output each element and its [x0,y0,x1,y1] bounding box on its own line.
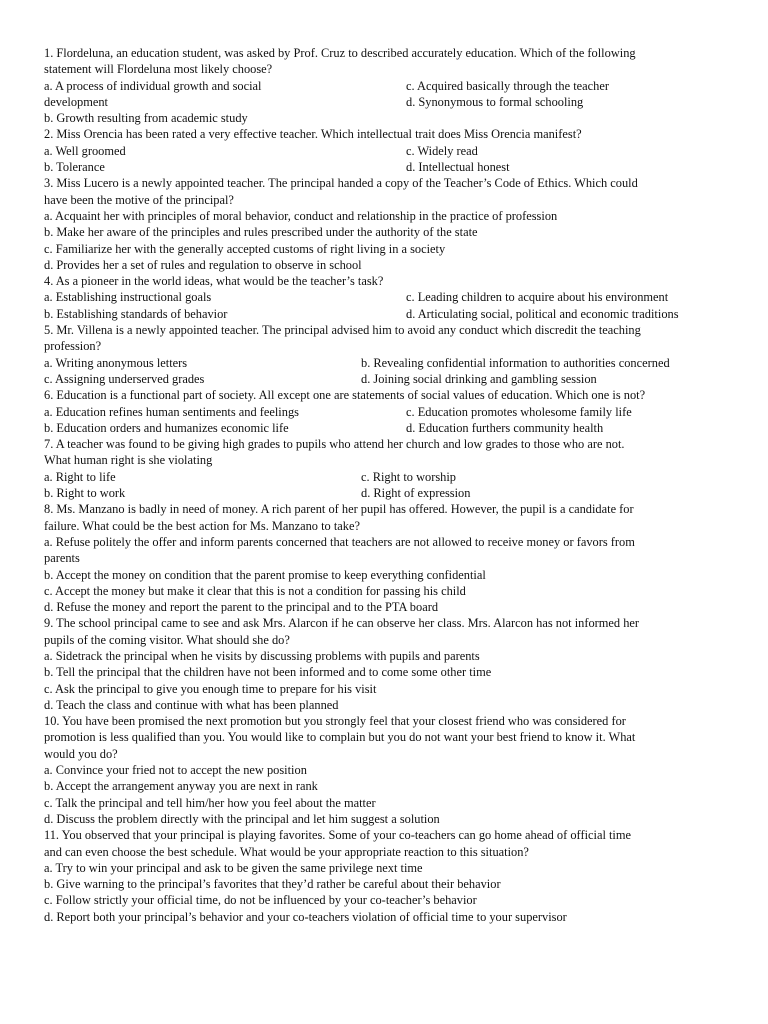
answer-choice: b. Revealing confidential information to authorities concerned [361,355,670,370]
question-text: profession? [44,339,102,354]
question-text: 5. Mr. Villena is a newly appointed teacher. The principal advised him to avoid any conduct which discredit the teaching [44,323,641,338]
question-3 [44,175,724,273]
answer-choice: d. Synonymous to formal schooling [406,94,584,109]
question-5 [44,322,724,387]
answer-choice: b. Give warning to the principal’s favorites that they’d rather be careful about their behavior [44,877,501,892]
answer-choice: a. Education refines human sentiments and feelings [44,404,299,419]
answer-choice: c. Education promotes wholesome family life [406,404,632,419]
question-9 [44,615,724,713]
answer-choice: d. Teach the class and continue with what has been planned [44,697,339,712]
answer-choice: a. Writing anonymous letters [44,355,188,370]
answer-choice: d. Refuse the money and report the parent to the principal and to the PTA board [44,600,439,615]
question-text: have been the motive of the principal? [44,192,234,207]
question-text: 2. Miss Orencia has been rated a very effective teacher. Which intellectual trait does Miss Orencia manifest? [44,127,582,142]
question-text: pupils of the coming visitor. What should she do? [44,632,290,647]
question-text: 10. You have been promised the next promotion but you strongly feel that your closest friend who was considered for [44,714,626,729]
answer-choice: parents [44,551,80,566]
question-4 [44,273,724,322]
question-text: 7. A teacher was found to be giving high grades to pupils who attend her church and low grades to those who are not. [44,437,625,452]
question-text: What human right is she violating [44,453,213,468]
question-text: 9. The school principal came to see and ask Mrs. Alarcon if he can observe her class. Mrs. Alarcon has not informed her [44,616,640,631]
answer-choice: d. Joining social drinking and gambling session [361,371,597,386]
answer-choice: a. Sidetrack the principal when he visits by discussing problems with pupils and parents [44,648,480,663]
answer-choice: c. Leading children to acquire about his environment [406,290,669,305]
answer-choice: b. Education orders and humanizes economic life [44,420,289,435]
answer-choice: c. Familiarize her with the generally accepted customs of right living in a society [44,241,446,256]
answer-row [44,420,724,436]
question-text: and can even choose the best schedule. What would be your appropriate reaction to this situation? [44,844,529,859]
answer-row [44,485,724,501]
answer-choice: d. Articulating social, political and economic traditions [406,306,679,321]
question-text: statement will Flordeluna most likely choose? [44,62,273,77]
answer-choice: d. Report both your principal’s behavior and your co-teachers violation of official time to your supervisor [44,909,567,924]
question-text: failure. What could be the best action for Ms. Manzano to take? [44,518,360,533]
answer-row [44,306,724,322]
answer-choice: b. Tolerance [44,160,105,175]
answer-choice: c. Widely read [406,143,478,158]
answer-choice: a. Well groomed [44,143,126,158]
answer-choice: c. Talk the principal and tell him/her how you feel about the matter [44,795,376,810]
answer-choice: b. Tell the principal that the children have not been informed and to come some other time [44,665,492,680]
answer-choice: b. Establishing standards of behavior [44,306,228,321]
question-8 [44,501,724,615]
answer-choice: development [44,94,108,109]
question-11 [44,827,724,925]
answer-row [44,371,724,387]
answer-choice: a. Establishing instructional goals [44,290,212,305]
answer-choice: d. Discuss the problem directly with the principal and let him suggest a solution [44,811,440,826]
answer-choice: c. Accept the money but make it clear that this is not a condition for passing his child [44,583,466,598]
answer-row [44,143,724,159]
answer-choice: b. Right to work [44,486,126,501]
answer-choice: b. Make her aware of the principles and rules prescribed under the authority of the state [44,225,478,240]
answer-choice: c. Assigning underserved grades [44,371,205,386]
question-10 [44,713,724,827]
answer-choice: c. Right to worship [361,469,456,484]
answer-choice: a. A process of individual growth and social [44,78,262,93]
answer-row [44,289,724,305]
answer-choice: d. Education furthers community health [406,420,604,435]
question-text: 11. You observed that your principal is playing favorites. Some of your co-teachers can go home ahead of official time [44,828,632,843]
answer-choice: c. Ask the principal to give you enough time to prepare for his visit [44,681,377,696]
question-7 [44,436,724,501]
answer-row [44,110,724,126]
answer-choice: b. Accept the arrangement anyway you are next in rank [44,779,318,794]
question-1 [44,45,724,126]
answer-choice: a. Acquaint her with principles of moral behavior, conduct and relationship in the practice of profession [44,208,558,223]
question-text: promotion is less qualified than you. You would like to complain but you do not want your best friend to know it. What [44,730,636,745]
answer-choice: d. Intellectual honest [406,160,510,175]
answer-row [44,159,724,175]
answer-row [44,355,724,371]
answer-choice [406,110,724,126]
answer-choice: c. Acquired basically through the teacher [406,78,609,93]
answer-choice: a. Refuse politely the offer and inform parents concerned that teachers are not allowed to receive money or favors from [44,534,635,549]
answer-choice: b. Accept the money on condition that the parent promise to keep everything confidential [44,567,486,582]
question-2 [44,126,724,175]
answer-choice: a. Right to life [44,469,116,484]
answer-choice: c. Follow strictly your official time, do not be influenced by your co-teacher’s behavior [44,893,477,908]
question-text: would you do? [44,746,118,761]
answer-row [44,404,724,420]
answer-choice: a. Convince your fried not to accept the new position [44,763,307,778]
question-text: 3. Miss Lucero is a newly appointed teacher. The principal handed a copy of the Teacher’s Code of Ethics. Which could [44,176,638,191]
answer-row [44,78,724,94]
answer-choice: b. Growth resulting from academic study [44,111,248,126]
question-text: 6. Education is a functional part of society. All except one are statements of social values of education. Which one is not? [44,388,646,403]
question-text: 1. Flordeluna, an education student, was asked by Prof. Cruz to described accurately education. Which of the following [44,46,636,60]
question-text: 8. Ms. Manzano is badly in need of money. A rich parent of her pupil has offered. However, the pupil is a candidate for [44,502,634,517]
question-6 [44,387,724,436]
answer-choice: d. Right of expression [361,486,471,501]
answer-row [44,94,724,110]
question-text: 4. As a pioneer in the world ideas, what would be the teacher’s task? [44,274,384,289]
answer-choice: d. Provides her a set of rules and regulation to observe in school [44,257,362,272]
answer-choice: a. Try to win your principal and ask to be given the same privilege next time [44,860,423,875]
answer-row [44,469,724,485]
